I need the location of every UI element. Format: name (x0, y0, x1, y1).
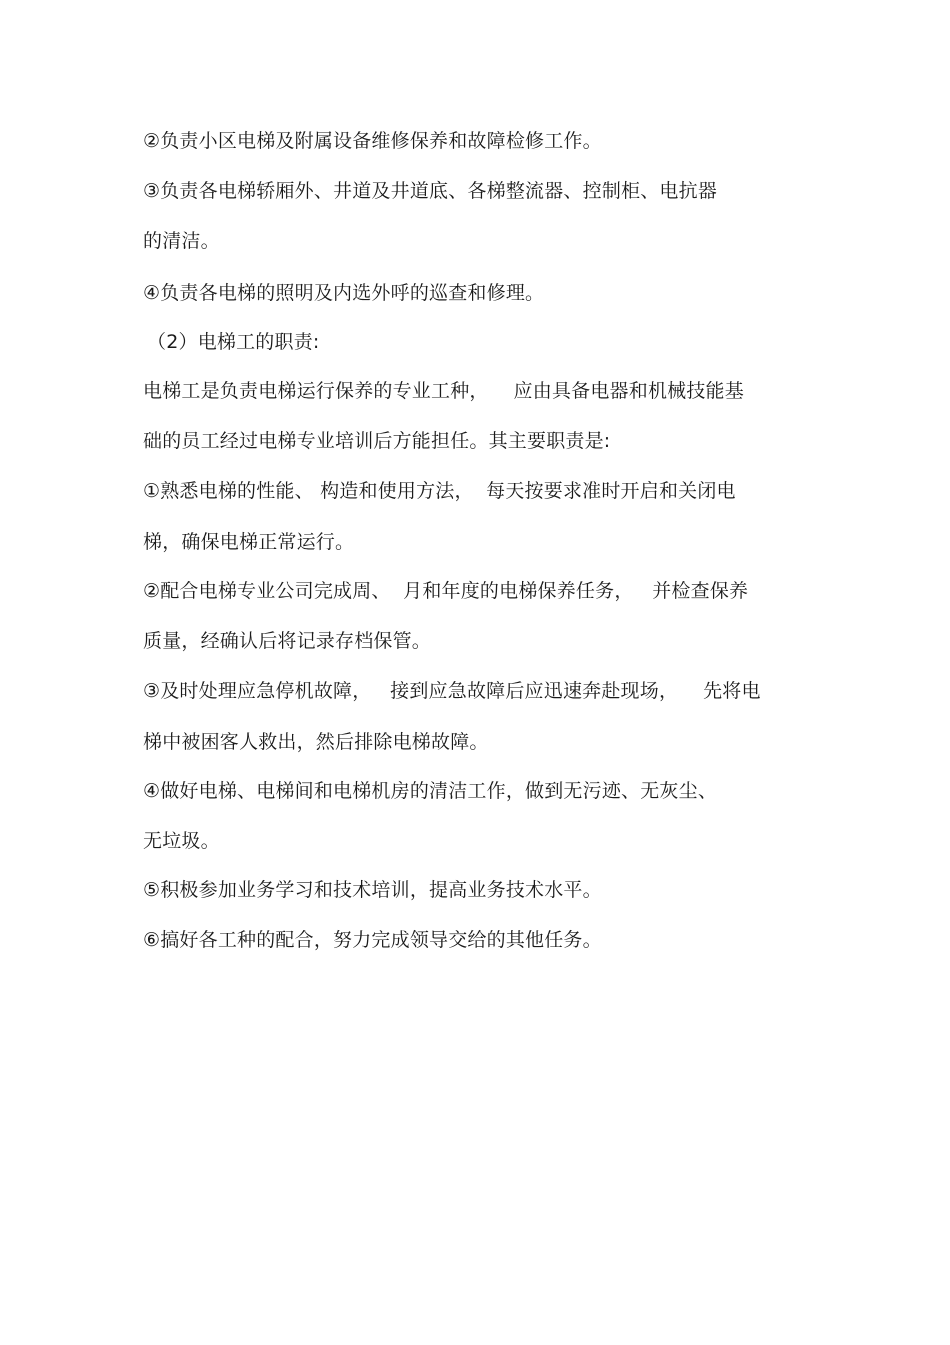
paragraph-line: 梯，确保电梯正常运行。 (143, 531, 355, 553)
paragraph-line: ①熟悉电梯的性能、 构造和使用方法， 每天按要求准时开启和关闭电 (143, 480, 736, 502)
paragraph-line: ③负责各电梯轿厢外、井道及井道底、各梯整流器、控制柜、电抗器 (143, 180, 718, 202)
paragraph-line: 电梯工是负责电梯运行保养的专业工种， 应由具备电器和机械技能基 (143, 380, 744, 402)
paragraph-line: 梯中被困客人救出，然后排除电梯故障。 (143, 731, 489, 753)
paragraph-line: ②负责小区电梯及附属设备维修保养和故障检修工作。 (143, 130, 602, 152)
paragraph-line: ②配合电梯专业公司完成周、 月和年度的电梯保养任务， 并检查保养 (143, 580, 749, 602)
section-heading: （2）电梯工的职责: (147, 331, 320, 353)
paragraph-line: 质量，经确认后将记录存档保管。 (143, 630, 432, 652)
paragraph-line: ⑤积极参加业务学习和技术培训，提高业务技术水平。 (143, 879, 602, 901)
paragraph-line: 础的员工经过电梯专业培训后方能担任。其主要职责是: (143, 430, 611, 452)
paragraph-line: 无垃圾。 (143, 830, 220, 852)
paragraph-line: ④做好电梯、电梯间和电梯机房的清洁工作，做到无污迹、无灰尘、 (143, 780, 718, 802)
paragraph-line: ④负责各电梯的照明及内选外呼的巡查和修理。 (143, 282, 545, 304)
paragraph-line: 的清洁。 (143, 230, 220, 252)
paragraph-line: ③及时处理应急停机故障， 接到应急故障后应迅速奔赴现场， 先将电 (143, 680, 761, 702)
paragraph-line: ⑥搞好各工种的配合，努力完成领导交给的其他任务。 (143, 929, 602, 951)
